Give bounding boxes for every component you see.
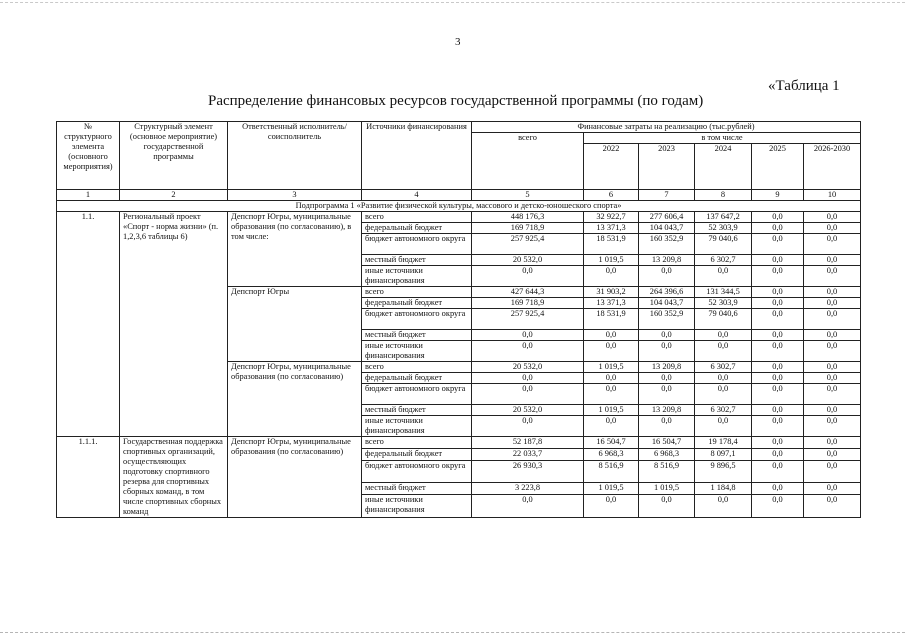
header-executor: Ответственный исполнитель/соисполнитель (228, 122, 362, 190)
source-cell: федеральный бюджет (362, 373, 472, 384)
value-cell: 79 040,6 (695, 309, 752, 330)
value-cell: 0,0 (804, 384, 861, 405)
element-number: 1.1.1. (57, 437, 120, 518)
header-including: в том числе (584, 133, 861, 144)
header-element: Структурный элемент (основное мероприятие) государственной программы (120, 122, 228, 190)
value-cell: 0,0 (639, 266, 695, 287)
value-cell: 20 532,0 (472, 405, 584, 416)
value-cell: 0,0 (639, 416, 695, 437)
value-cell: 0,0 (695, 266, 752, 287)
header-sources: Источники финансирования (362, 122, 472, 190)
value-cell: 16 504,7 (584, 437, 639, 449)
value-cell: 0,0 (804, 330, 861, 341)
value-cell: 0,0 (695, 373, 752, 384)
source-cell: иные источники финансирования (362, 266, 472, 287)
value-cell: 13 209,8 (639, 255, 695, 266)
value-cell: 0,0 (752, 416, 804, 437)
value-cell: 32 922,7 (584, 212, 639, 223)
value-cell: 0,0 (752, 309, 804, 330)
value-cell: 1 019,5 (584, 362, 639, 373)
value-cell: 0,0 (752, 373, 804, 384)
value-cell: 448 176,3 (472, 212, 584, 223)
source-cell: местный бюджет (362, 405, 472, 416)
value-cell: 0,0 (752, 495, 804, 518)
header-year: 2022 (584, 144, 639, 190)
column-number: 3 (228, 190, 362, 201)
column-number: 5 (472, 190, 584, 201)
header-num: № структурного элемента (основного мероприятия) (57, 122, 120, 190)
value-cell: 0,0 (804, 495, 861, 518)
column-number: 9 (752, 190, 804, 201)
value-cell: 0,0 (804, 309, 861, 330)
financial-resources-table (56, 121, 861, 518)
header-year: 2023 (639, 144, 695, 190)
value-cell: 137 647,2 (695, 212, 752, 223)
value-cell: 0,0 (804, 234, 861, 255)
value-cell: 16 504,7 (639, 437, 695, 449)
page-number: 3 (455, 36, 461, 48)
value-cell: 160 352,9 (639, 234, 695, 255)
value-cell: 13 209,8 (639, 405, 695, 416)
source-cell: бюджет автономного округа (362, 234, 472, 255)
executor-cell: Депспорт Югры, муниципальные образования (по согласованию) (228, 362, 362, 437)
header-year: 2026-2030 (804, 144, 861, 190)
source-cell: местный бюджет (362, 330, 472, 341)
value-cell: 0,0 (639, 330, 695, 341)
column-number: 10 (804, 190, 861, 201)
value-cell: 18 531,9 (584, 234, 639, 255)
table-row (57, 437, 861, 449)
value-cell: 0,0 (752, 437, 804, 449)
value-cell: 257 925,4 (472, 309, 584, 330)
source-cell: федеральный бюджет (362, 298, 472, 309)
value-cell: 0,0 (804, 448, 861, 460)
value-cell: 31 903,2 (584, 287, 639, 298)
value-cell: 0,0 (695, 416, 752, 437)
value-cell: 0,0 (752, 212, 804, 223)
source-cell: федеральный бюджет (362, 223, 472, 234)
value-cell: 0,0 (804, 483, 861, 495)
value-cell: 0,0 (804, 266, 861, 287)
value-cell: 0,0 (584, 495, 639, 518)
value-cell: 0,0 (584, 266, 639, 287)
value-cell: 6 302,7 (695, 405, 752, 416)
value-cell: 1 019,5 (584, 483, 639, 495)
document-title: Распределение финансовых ресурсов государственной программы (по годам) (208, 93, 704, 109)
source-cell: местный бюджет (362, 255, 472, 266)
column-number: 4 (362, 190, 472, 201)
value-cell: 6 302,7 (695, 362, 752, 373)
header-year: 2024 (695, 144, 752, 190)
value-cell: 0,0 (804, 437, 861, 449)
header-costs: Финансовые затраты на реализацию (тыс.рублей) (472, 122, 861, 133)
value-cell: 0,0 (639, 341, 695, 362)
value-cell: 0,0 (752, 460, 804, 483)
value-cell: 0,0 (472, 384, 584, 405)
value-cell: 6 968,3 (639, 448, 695, 460)
value-cell: 0,0 (804, 460, 861, 483)
value-cell: 160 352,9 (639, 309, 695, 330)
value-cell: 257 925,4 (472, 234, 584, 255)
value-cell: 169 718,9 (472, 223, 584, 234)
value-cell: 0,0 (639, 384, 695, 405)
value-cell: 19 178,4 (695, 437, 752, 449)
value-cell: 104 043,7 (639, 223, 695, 234)
source-cell: всего (362, 362, 472, 373)
value-cell: 0,0 (584, 384, 639, 405)
value-cell: 0,0 (804, 362, 861, 373)
value-cell: 0,0 (472, 330, 584, 341)
value-cell: 0,0 (639, 495, 695, 518)
value-cell: 8 097,1 (695, 448, 752, 460)
value-cell: 0,0 (584, 373, 639, 384)
value-cell: 0,0 (752, 405, 804, 416)
executor-cell: Депспорт Югры (228, 287, 362, 362)
value-cell: 0,0 (639, 373, 695, 384)
value-cell: 0,0 (472, 341, 584, 362)
value-cell: 79 040,6 (695, 234, 752, 255)
source-cell: бюджет автономного округа (362, 309, 472, 330)
value-cell: 0,0 (804, 405, 861, 416)
value-cell: 0,0 (752, 448, 804, 460)
value-cell: 1 184,8 (695, 483, 752, 495)
value-cell: 0,0 (695, 495, 752, 518)
executor-cell: Депспорт Югры, муниципальные образования (по согласованию), в том числе: (228, 212, 362, 287)
value-cell: 26 930,3 (472, 460, 584, 483)
source-cell: всего (362, 212, 472, 223)
table-row (57, 212, 861, 223)
value-cell: 22 033,7 (472, 448, 584, 460)
value-cell: 6 302,7 (695, 255, 752, 266)
value-cell: 104 043,7 (639, 298, 695, 309)
value-cell: 9 896,5 (695, 460, 752, 483)
value-cell: 0,0 (584, 341, 639, 362)
source-cell: всего (362, 287, 472, 298)
value-cell: 0,0 (752, 298, 804, 309)
value-cell: 52 303,9 (695, 298, 752, 309)
value-cell: 427 644,3 (472, 287, 584, 298)
value-cell: 169 718,9 (472, 298, 584, 309)
source-cell: иные источники финансирования (362, 416, 472, 437)
source-cell: иные источники финансирования (362, 341, 472, 362)
value-cell: 0,0 (472, 266, 584, 287)
value-cell: 20 532,0 (472, 362, 584, 373)
value-cell: 0,0 (752, 341, 804, 362)
source-cell: иные источники финансирования (362, 495, 472, 518)
element-name: Государственная поддержка спортивных организаций, осуществляющих подготовку спортивного резерва для спортивных сборных команд, в том числе спортивных сборных команд (120, 437, 228, 518)
value-cell: 264 396,6 (639, 287, 695, 298)
value-cell: 0,0 (804, 255, 861, 266)
column-number: 6 (584, 190, 639, 201)
value-cell: 0,0 (752, 234, 804, 255)
value-cell: 18 531,9 (584, 309, 639, 330)
value-cell: 0,0 (752, 287, 804, 298)
value-cell: 20 532,0 (472, 255, 584, 266)
value-cell: 13 371,3 (584, 298, 639, 309)
value-cell: 8 516,9 (584, 460, 639, 483)
executor-cell: Депспорт Югры, муниципальные образования (по согласованию) (228, 437, 362, 518)
table-reference: «Таблица 1 (768, 78, 840, 94)
value-cell: 0,0 (804, 298, 861, 309)
value-cell: 0,0 (472, 495, 584, 518)
column-number: 8 (695, 190, 752, 201)
value-cell: 0,0 (804, 223, 861, 234)
source-cell: бюджет автономного округа (362, 460, 472, 483)
value-cell: 0,0 (752, 223, 804, 234)
value-cell: 52 303,9 (695, 223, 752, 234)
value-cell: 0,0 (804, 212, 861, 223)
value-cell: 0,0 (752, 255, 804, 266)
value-cell: 0,0 (804, 341, 861, 362)
value-cell: 0,0 (752, 483, 804, 495)
value-cell: 0,0 (804, 373, 861, 384)
source-cell: местный бюджет (362, 483, 472, 495)
value-cell: 0,0 (804, 287, 861, 298)
value-cell: 0,0 (804, 416, 861, 437)
value-cell: 131 344,5 (695, 287, 752, 298)
value-cell: 0,0 (695, 341, 752, 362)
value-cell: 0,0 (752, 362, 804, 373)
value-cell: 0,0 (584, 330, 639, 341)
value-cell: 1 019,5 (639, 483, 695, 495)
value-cell: 0,0 (752, 384, 804, 405)
column-number: 7 (639, 190, 695, 201)
value-cell: 8 516,9 (639, 460, 695, 483)
value-cell: 6 968,3 (584, 448, 639, 460)
column-number: 1 (57, 190, 120, 201)
source-cell: федеральный бюджет (362, 448, 472, 460)
header-year: 2025 (752, 144, 804, 190)
value-cell: 0,0 (752, 266, 804, 287)
value-cell: 0,0 (472, 416, 584, 437)
scan-edge-top (0, 2, 905, 3)
value-cell: 1 019,5 (584, 405, 639, 416)
value-cell: 52 187,8 (472, 437, 584, 449)
value-cell: 1 019,5 (584, 255, 639, 266)
source-cell: всего (362, 437, 472, 449)
subprogram-title: Подпрограмма 1 «Развитие физической культуры, массового и детско-юношеского спорта» (57, 201, 861, 212)
value-cell: 0,0 (695, 330, 752, 341)
source-cell: бюджет автономного округа (362, 384, 472, 405)
value-cell: 13 209,8 (639, 362, 695, 373)
value-cell: 13 371,3 (584, 223, 639, 234)
value-cell: 3 223,8 (472, 483, 584, 495)
column-number: 2 (120, 190, 228, 201)
value-cell: 277 606,4 (639, 212, 695, 223)
element-number: 1.1. (57, 212, 120, 437)
value-cell: 0,0 (695, 384, 752, 405)
value-cell: 0,0 (584, 416, 639, 437)
scan-edge-bottom (0, 632, 905, 633)
header-total: всего (472, 133, 584, 190)
element-name: Региональный проект «Спорт - норма жизни» (п. 1,2,3,6 таблицы 6) (120, 212, 228, 437)
value-cell: 0,0 (752, 330, 804, 341)
value-cell: 0,0 (472, 373, 584, 384)
